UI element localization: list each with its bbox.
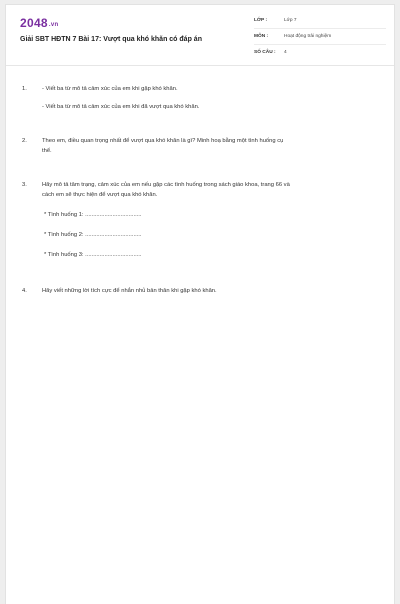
question-number: 1. xyxy=(22,86,27,92)
document-header xyxy=(6,5,394,66)
question-line: thể. xyxy=(42,148,52,154)
question-line: Theo em, điều quan trọng nhất để vượt qua khó khăn là gì? Minh hoạ bằng một tình huống cụ xyxy=(42,138,284,144)
logo-main: 2048 xyxy=(20,16,48,30)
meta-key: LỚP : xyxy=(254,18,268,23)
meta-value: 4 xyxy=(284,50,287,55)
site-logo[interactable] xyxy=(20,16,58,30)
meta-row-subject xyxy=(254,32,386,45)
meta-value: Hoạt động trải nghiệm xyxy=(284,34,332,39)
meta-key: MÔN : xyxy=(254,34,269,39)
situation-blank: * Tình huống 1: ................................... xyxy=(44,212,142,218)
meta-key: SỐ CÂU : xyxy=(254,50,276,55)
meta-row-count xyxy=(254,48,386,60)
question-line: Hãy mô tả tâm trạng, cảm xúc của em nếu gặp các tình huống trong sách giáo khoa, trang 66 và xyxy=(42,182,290,188)
question-number: 4. xyxy=(22,288,27,294)
situation-blank: * Tình huống 2: ................................... xyxy=(44,232,142,238)
meta-row-class xyxy=(254,16,386,29)
question-number: 3. xyxy=(22,182,27,188)
document-sheet xyxy=(5,4,395,604)
question-line: - Viết ba từ mô tả cảm xúc của em khi gặp khó khăn. xyxy=(42,86,178,92)
question-line: Hãy viết những lời tích cực để nhắn nhủ bản thân khi gặp khó khăn. xyxy=(42,288,217,294)
question-line: - Viết ba từ mô tả cảm xúc của em khi đã vượt qua khó khăn. xyxy=(42,104,200,110)
question-number: 2. xyxy=(22,138,27,144)
page-title: Giải SBT HĐTN 7 Bài 17: Vượt qua khó khăn có đáp án xyxy=(20,36,202,43)
situation-blank: * Tình huống 3: ................................... xyxy=(44,252,142,258)
meta-value: Lớp 7 xyxy=(284,18,297,23)
logo-tld: .vn xyxy=(48,22,59,28)
question-line: cách em sẽ thực hiện để vượt qua khó khăn. xyxy=(42,192,158,198)
